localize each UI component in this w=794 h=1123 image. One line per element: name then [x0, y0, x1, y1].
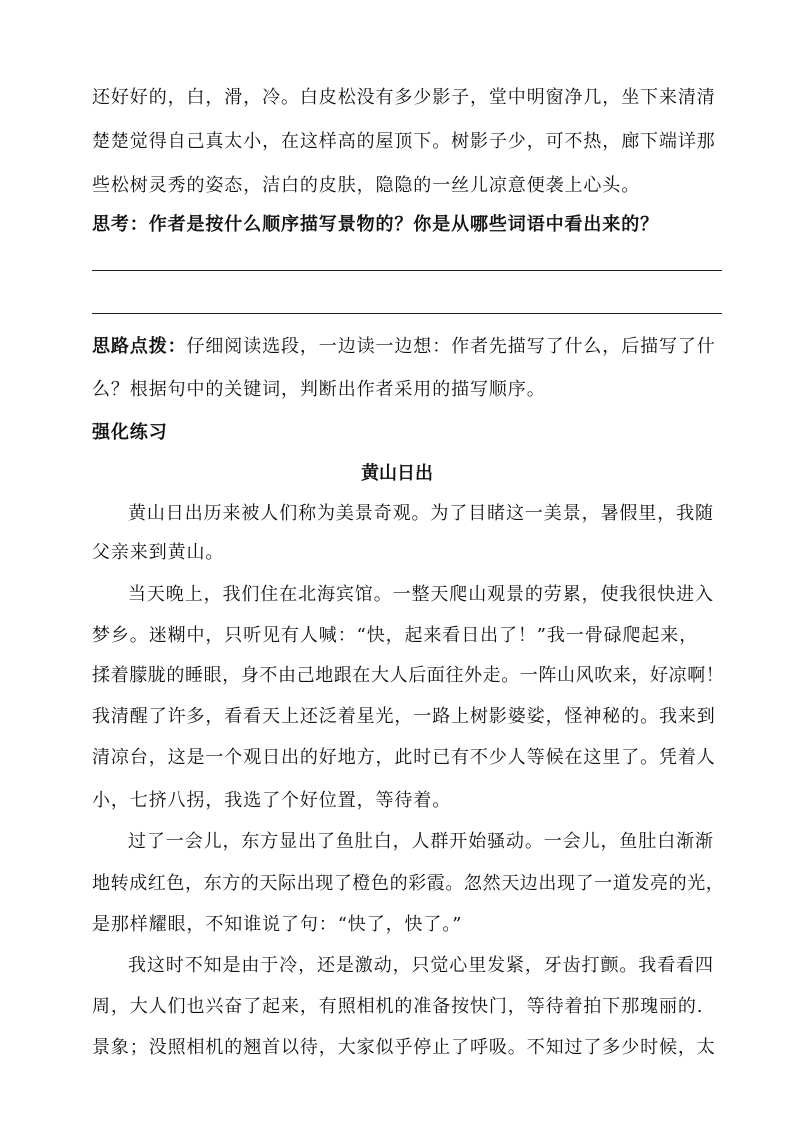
essay-line: 地转成红色，东方的天际出现了橙色的彩霞。忽然天边出现了一道发亮的光， [92, 873, 725, 894]
passage-line: 还好好的，白，滑，冷。白皮松没有多少影子，堂中明窗净几，坐下来清清 [92, 87, 716, 108]
essay-line: 我清醒了许多，看看天上还泛着星光，一路上树影婆娑，怪神秘的。我来到 [92, 706, 716, 727]
essay-line: 梦乡。迷糊中，只听见有人喊：“快，起来看日出了！”我一骨碌爬起来， [92, 625, 699, 646]
essay-line: 清凉台，这是一个观日出的好地方，此时已有不少人等候在这里了。凭着人 [92, 747, 716, 768]
essay-line: 过了一会儿，东方显出了鱼肚白，人群开始骚动。一会儿，鱼肚白渐渐 [128, 831, 714, 852]
section-heading: 强化练习 [92, 422, 168, 443]
essay-line: 景象；没照相机的翘首以待，大家似乎停止了呼吸。不知过了多少时候，太 [92, 1037, 716, 1058]
hint-text: 仔细阅读选段，一边读一边想：作者先描写了什么，后描写了什 [186, 336, 716, 357]
essay-line: 黄山日出历来被人们称为美景奇观。为了目睹这一美景，暑假里，我随 [128, 503, 714, 524]
essay-title: 黄山日出 [361, 463, 433, 484]
passage-line: 些松树灵秀的姿态，洁白的皮肤，隐隐的一丝儿凉意便袭上心头。 [92, 175, 641, 196]
essay-line: 小，七挤八拐，我选了个好位置，等待着。 [92, 790, 452, 811]
essay-line: 揉着朦胧的睡眼，身不由己地跟在大人后面往外走。一阵山风吹来，好凉啊！ [92, 665, 725, 686]
essay-line: 我这时不知是由于冷，还是激动，只觉心里发紧，牙齿打颤。我看看四 [128, 955, 714, 976]
essay-line: 当天晚上，我们住在北海宾馆。一整天爬山观景的劳累，使我很快进入 [128, 584, 714, 605]
answer-line[interactable] [92, 270, 722, 271]
hint-line [92, 336, 716, 358]
question-text: 思考：作者是按什么顺序描写景物的？你是从哪些词语中看出来的？ [92, 214, 659, 235]
hint-label: 思路点拨： [92, 336, 187, 357]
hint-line: 么？根据句中的关键词，判断出作者采用的描写顺序。 [92, 379, 546, 400]
essay-line: 父亲来到黄山。 [92, 542, 225, 563]
essay-line: 是那样耀眼，不知谁说了句：“快了，快了。” [92, 914, 463, 935]
essay-line: 周，大人们也兴奋了起来，有照相机的准备按快门，等待着拍下那瑰丽的. [92, 996, 704, 1017]
answer-line[interactable] [92, 313, 722, 314]
passage-line: 楚楚觉得自己真太小，在这样高的屋顶下。树影子少，可不热，廊下端详那 [92, 131, 716, 152]
